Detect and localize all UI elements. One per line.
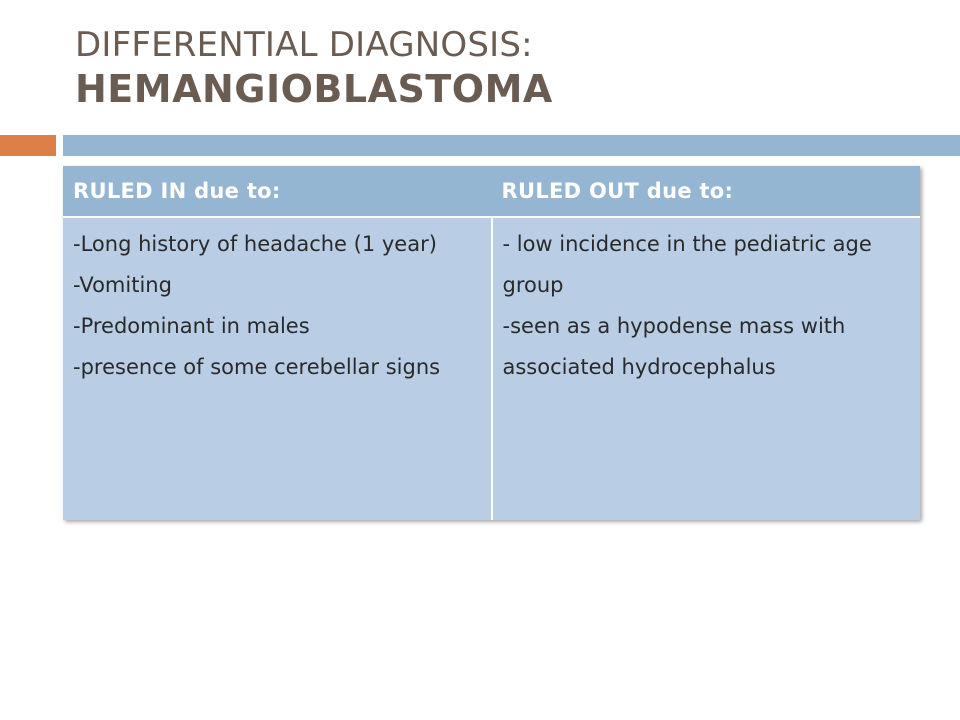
slide-title-line1: DIFFERENTIAL DIAGNOSIS:	[75, 25, 533, 65]
ruled-out-item: -seen as a hypodense mass with associated hydrocephalus	[502, 313, 846, 379]
slide-title-line2: HEMANGIOBLASTOMA	[75, 67, 553, 112]
diagnosis-table	[63, 166, 920, 520]
ruled-in-item: -Predominant in males	[73, 313, 310, 338]
ruled-in-cell	[63, 217, 492, 520]
ruled-in-item: -presence of some cerebellar signs	[73, 354, 441, 379]
slide-title	[75, 26, 915, 111]
divider-bar	[63, 135, 960, 156]
table-row	[63, 217, 920, 520]
diagnosis-table-container	[63, 166, 920, 520]
ruled-in-item: -Long history of headache (1 year)	[73, 232, 437, 256]
table-header-row	[63, 166, 920, 217]
header-ruled-out: RULED OUT due to:	[492, 166, 921, 217]
ruled-out-item: - low incidence in the pediatric age group	[502, 232, 872, 297]
header-ruled-in: RULED IN due to:	[63, 166, 492, 217]
ruled-in-item: -Vomiting	[73, 272, 172, 297]
ruled-out-cell	[492, 217, 921, 520]
accent-bar	[0, 135, 56, 156]
